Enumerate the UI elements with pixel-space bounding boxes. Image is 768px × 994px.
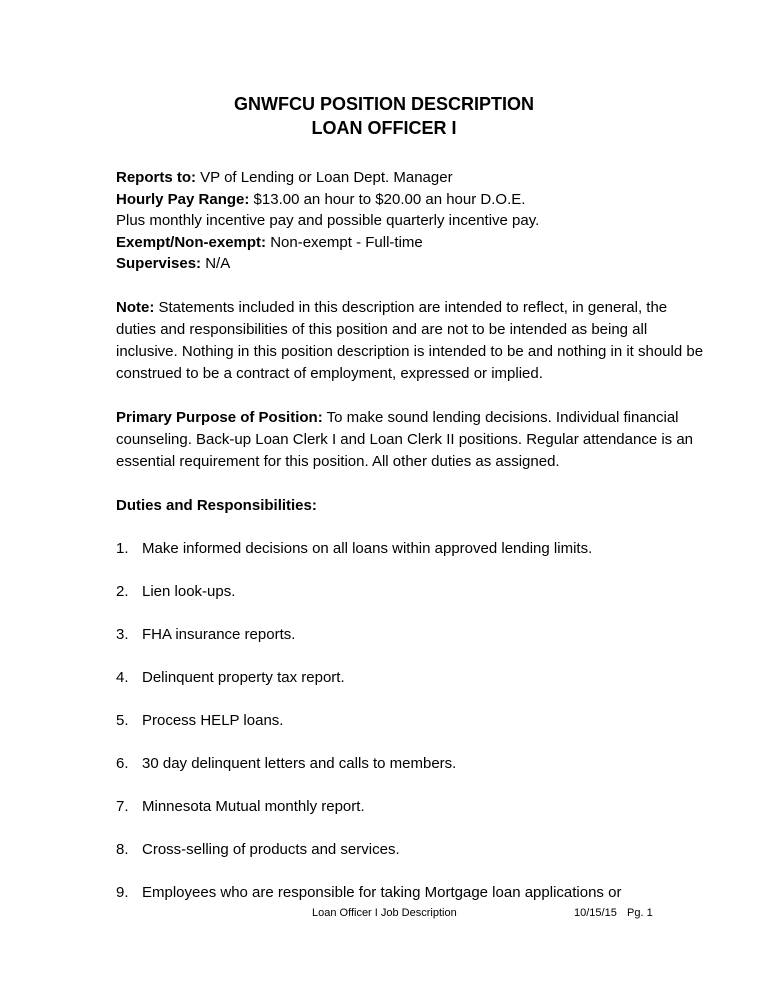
duty-item xyxy=(116,882,706,904)
duty-item xyxy=(116,667,706,689)
duty-item xyxy=(116,753,706,775)
label: Hourly Pay Range: xyxy=(116,190,250,208)
duty-item xyxy=(116,581,706,603)
duty-number: 8. xyxy=(116,840,129,858)
summary-block xyxy=(116,167,706,275)
duties-list xyxy=(116,538,706,904)
duty-number: 6. xyxy=(116,754,129,772)
note-paragraph xyxy=(116,297,706,385)
duty-text: Process HELP loans. xyxy=(142,711,284,729)
document-title: GNWFCU POSITION DESCRIPTION xyxy=(233,94,534,114)
duty-number: 1. xyxy=(116,539,129,557)
label: Supervises: xyxy=(116,255,202,272)
duty-item xyxy=(116,624,706,646)
duty-number: 4. xyxy=(116,668,129,686)
duty-text: Delinquent property tax report. xyxy=(142,668,345,686)
exempt-status xyxy=(116,232,706,254)
duty-text: Employees who are responsible for taking Mortgage loan applications or xyxy=(142,883,622,901)
duty-item xyxy=(116,839,706,861)
footer xyxy=(116,906,706,920)
purpose-text: To make sound lending decisions. Individual financial counseling. Back-up Loan Clerk I and Loan Clerk II positions. Regular attendance is an essential requirement for this position. All other duties as assigned. xyxy=(116,408,694,470)
purpose-paragraph xyxy=(116,407,706,473)
footer-date: 10/15/15 xyxy=(574,906,617,919)
label: Exempt/Non-exempt: xyxy=(116,233,267,251)
duty-text: Make informed decisions on all loans within approved lending limits. xyxy=(142,539,593,557)
value: VP of Lending or Loan Dept. Manager xyxy=(200,169,453,186)
incentive-pay xyxy=(116,210,706,232)
value: N/A xyxy=(205,255,231,272)
duty-number: 3. xyxy=(116,625,129,643)
duty-text: Minnesota Mutual monthly report. xyxy=(142,797,365,815)
footer-doc-title: Loan Officer I Job Description xyxy=(312,906,457,919)
document-subtitle: LOAN OFFICER I xyxy=(311,118,457,138)
duty-text: Lien look-ups. xyxy=(142,582,236,600)
duty-number: 2. xyxy=(116,582,129,600)
duty-item xyxy=(116,538,706,560)
duty-item xyxy=(116,796,706,818)
duty-text: FHA insurance reports. xyxy=(142,625,296,643)
label: Reports to: xyxy=(116,169,196,186)
duty-number: 5. xyxy=(116,711,129,729)
reports-to xyxy=(116,167,706,189)
value: Non-exempt - Full-time xyxy=(270,233,423,251)
duty-number: 7. xyxy=(116,797,129,815)
pay-range xyxy=(116,189,706,211)
supervises xyxy=(116,253,706,275)
value: $13.00 an hour to $20.00 an hour D.O.E. xyxy=(253,190,526,208)
duty-text: 30 day delinquent letters and calls to members. xyxy=(142,754,457,772)
note-text: Statements included in this description are intended to reflect, in general, the duties and responsibilities of this position and are not to be intended as being all inclusive. Nothing in this position description is intended to be and nothing in it should be construed to be a contract of employment, expressed or implied. xyxy=(116,298,704,382)
note-label: Note: xyxy=(116,298,155,316)
duties-heading: Duties and Responsibilities: xyxy=(116,496,317,514)
footer-page: Pg. 1 xyxy=(627,906,653,919)
duty-item xyxy=(116,710,706,732)
purpose-label: Primary Purpose of Position: xyxy=(116,408,323,426)
duty-number: 9. xyxy=(116,883,129,901)
value: Plus monthly incentive pay and possible quarterly incentive pay. xyxy=(116,212,540,229)
duty-text: Cross-selling of products and services. xyxy=(142,840,400,858)
